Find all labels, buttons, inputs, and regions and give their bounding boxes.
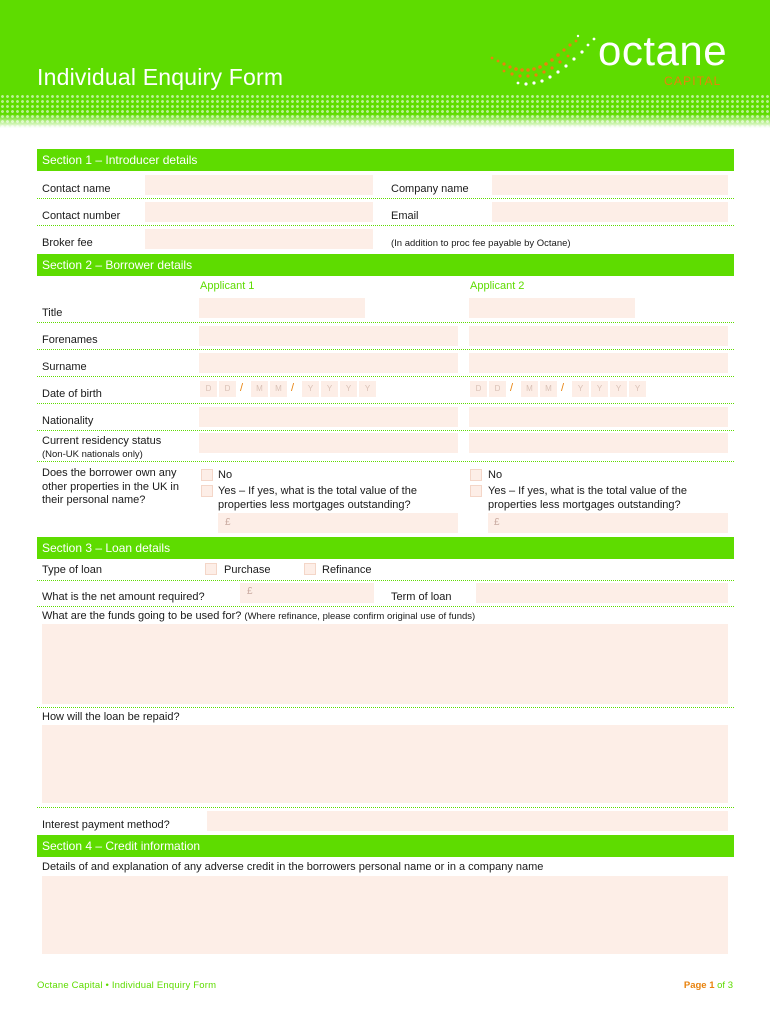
applicant1-surname-input[interactable] <box>199 353 458 373</box>
dob-separator: / <box>240 382 244 394</box>
contact-name-label: Contact name <box>42 183 111 195</box>
contact-name-input[interactable] <box>145 175 373 195</box>
residency-label: Current residency status <box>42 435 162 447</box>
type-of-loan-label: Type of loan <box>42 564 102 576</box>
section3-heading: Section 3 – Loan details <box>37 537 734 559</box>
other-properties-question: Does the borrower own any other properties in the UK in their personal name? <box>42 467 179 506</box>
broker-fee-note: (In addition to proc fee payable by Octane) <box>391 238 571 249</box>
dob-digit-box[interactable]: Y <box>591 381 608 397</box>
term-of-loan-label: Term of loan <box>391 591 452 603</box>
applicant2-heading: Applicant 2 <box>470 280 525 292</box>
page-total: of 3 <box>717 980 733 991</box>
applicant1-no-label: No <box>218 469 233 481</box>
repaid-textarea[interactable] <box>42 725 728 803</box>
applicant1-yes-checkbox[interactable] <box>201 485 213 497</box>
applicant2-nationality-input[interactable] <box>469 407 728 427</box>
adverse-credit-textarea[interactable] <box>42 876 728 954</box>
term-of-loan-input[interactable] <box>476 583 728 603</box>
footer-text: Octane Capital • Individual Enquiry Form <box>37 980 217 991</box>
applicant2-forenames-input[interactable] <box>469 326 728 346</box>
nationality-label: Nationality <box>42 415 94 427</box>
dob-separator: / <box>561 382 565 394</box>
funds-use-question: What are the funds going to be used for? <box>42 610 242 622</box>
dob-digit-box[interactable]: M <box>521 381 538 397</box>
applicant1-title-input[interactable] <box>199 298 365 318</box>
purchase-checkbox[interactable] <box>205 563 217 575</box>
applicant1-heading: Applicant 1 <box>200 280 255 292</box>
residency-note: (Non-UK nationals only) <box>42 449 143 460</box>
applicant2-property-value-input[interactable] <box>488 513 728 533</box>
interest-method-input[interactable] <box>207 811 728 831</box>
applicant2-currency: £ <box>494 517 500 528</box>
broker-fee-label: Broker fee <box>42 237 93 249</box>
applicant2-no-label: No <box>488 469 503 481</box>
contact-number-label: Contact number <box>42 210 121 222</box>
dob-digit-box[interactable]: Y <box>572 381 589 397</box>
adverse-credit-label: Details of and explanation of any adverse credit in the borrowers personal name or in a company name <box>42 861 544 873</box>
dob-digit-box[interactable]: M <box>540 381 557 397</box>
dob-digit-box[interactable]: M <box>270 381 287 397</box>
dob-digit-box[interactable]: Y <box>302 381 319 397</box>
dob-digit-box[interactable]: D <box>219 381 236 397</box>
refinance-label: Refinance <box>322 564 372 576</box>
title-label: Title <box>42 307 63 319</box>
net-amount-input[interactable] <box>240 583 374 603</box>
dob-digit-box[interactable]: Y <box>359 381 376 397</box>
funds-use-note: (Where refinance, please confirm original use of funds) <box>244 611 476 622</box>
applicant2-yes-checkbox[interactable] <box>470 485 482 497</box>
applicant1-forenames-input[interactable] <box>199 326 458 346</box>
dob-digit-box[interactable]: D <box>200 381 217 397</box>
applicant2-yes-label: Yes – If yes, what is the total value of the properties less mortgages outstanding? <box>488 485 687 511</box>
applicant1-property-value-input[interactable] <box>218 513 458 533</box>
logo-subtitle: CAPITAL <box>664 74 722 88</box>
applicant2-title-input[interactable] <box>469 298 635 318</box>
refinance-checkbox[interactable] <box>304 563 316 575</box>
applicant1-yes-label: Yes – If yes, what is the total value of the properties less mortgages outstanding? <box>218 485 417 511</box>
surname-label: Surname <box>42 361 87 373</box>
dob-separator: / <box>510 382 514 394</box>
net-amount-label: What is the net amount required? <box>42 591 205 603</box>
dob-digit-box[interactable]: Y <box>340 381 357 397</box>
dob-digit-box[interactable]: D <box>489 381 506 397</box>
forenames-label: Forenames <box>42 334 98 346</box>
page-title: Individual Enquiry Form <box>37 64 284 90</box>
repaid-label: How will the loan be repaid? <box>42 711 180 723</box>
company-name-label: Company name <box>391 183 469 195</box>
email-input[interactable] <box>492 202 728 222</box>
dob-separator: / <box>291 382 295 394</box>
dob-digit-box[interactable]: Y <box>321 381 338 397</box>
page-number <box>684 980 733 991</box>
section4-heading: Section 4 – Credit information <box>37 835 734 857</box>
funds-use-textarea[interactable] <box>42 624 728 704</box>
funds-use-label <box>42 610 475 622</box>
interest-method-label: Interest payment method? <box>42 819 170 831</box>
dob-label: Date of birth <box>42 388 102 400</box>
dob-digit-box[interactable]: Y <box>629 381 646 397</box>
broker-fee-input[interactable] <box>145 229 373 249</box>
applicant2-surname-input[interactable] <box>469 353 728 373</box>
dob-digit-box[interactable]: Y <box>610 381 627 397</box>
applicant2-no-checkbox[interactable] <box>470 469 482 481</box>
purchase-label: Purchase <box>224 564 271 576</box>
applicant2-residency-input[interactable] <box>469 433 728 453</box>
section1-heading: Section 1 – Introducer details <box>37 149 734 171</box>
dob-digit-box[interactable]: D <box>470 381 487 397</box>
company-name-input[interactable] <box>492 175 728 195</box>
dob-digit-box[interactable]: M <box>251 381 268 397</box>
logo-wordmark: octane <box>598 27 728 74</box>
applicant1-currency: £ <box>225 517 231 528</box>
applicant1-residency-input[interactable] <box>199 433 458 453</box>
applicant1-nationality-input[interactable] <box>199 407 458 427</box>
email-label: Email <box>391 210 419 222</box>
applicant1-no-checkbox[interactable] <box>201 469 213 481</box>
section2-heading: Section 2 – Borrower details <box>37 254 734 276</box>
page-label: Page 1 <box>683 980 715 991</box>
contact-number-input[interactable] <box>145 202 373 222</box>
net-amount-currency: £ <box>247 586 253 597</box>
